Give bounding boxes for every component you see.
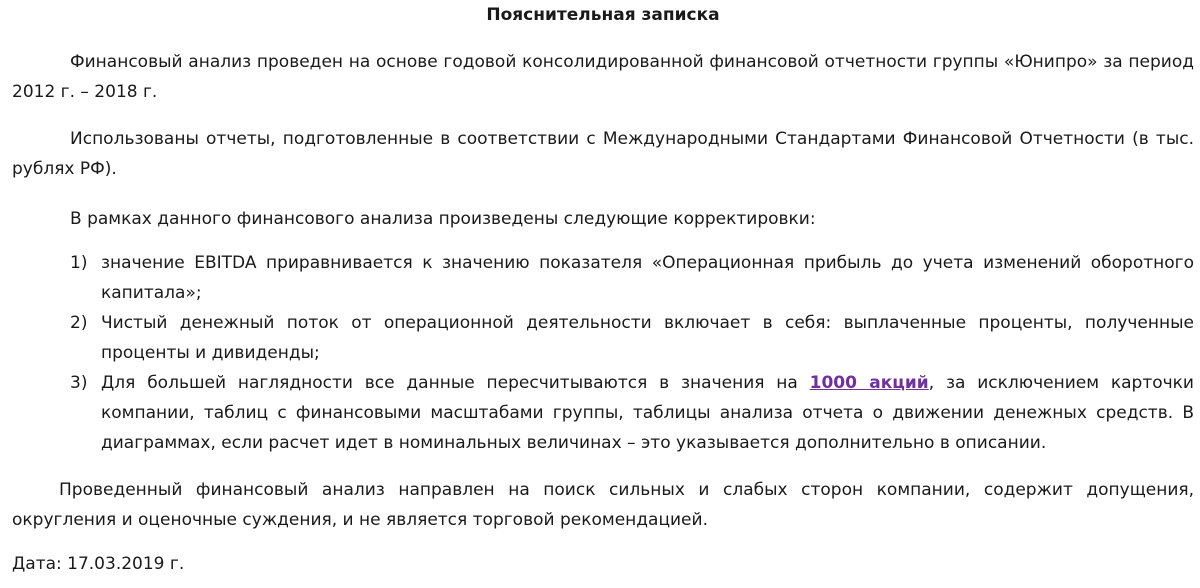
shares-link[interactable]: 1000 акций [809,373,929,393]
paragraph-basis: Финансовый анализ проведен на основе годовой консолидированной финансовой отчетности группы «Юнипро» за период 2012 г. – 2018 г. [12,52,1194,102]
list-item-text: Чистый денежный поток от операционной деятельности включает в себя: выплаченные проценты, полученные проценты и дивиденды; [101,313,1194,363]
paragraph-disclaimer: Проведенный финансовый анализ направлен на поиск сильных и слабых сторон компании, содержит допущения, округления и оценочные суждения, и не является торговой рекомендацией. [12,480,1194,530]
list-item [12,308,1194,368]
document-title: Пояснительная записка [486,5,720,25]
document-date: Дата: 17.03.2019 г. [12,554,185,574]
adjustments-list [12,248,1194,458]
list-item [12,368,1194,458]
document-page [12,0,1194,579]
list-marker: 3) [70,373,88,393]
list-item [12,248,1194,308]
paragraph-standards: Использованы отчеты, подготовленные в соответствии с Международными Стандартами Финансовой Отчетности (в тыс. рублях РФ). [12,129,1194,179]
paragraph-adjustments-intro: В рамках данного финансового анализа произведены следующие корректировки: [70,209,816,229]
list-marker: 2) [70,313,88,333]
list-marker: 1) [70,253,88,273]
list-item-text-after: , за исключением карточки компании, таблиц с финансовыми масштабами группы, таблицы анализа отчета о движении денежных средств. В диаграммах, если расчет идет в номинальных величинах – это указывается дополнительно в описании. [101,373,1194,453]
list-item-text: значение EBITDA приравнивается к значению показателя «Операционная прибыль до учета изменений оборотного капитала»; [101,253,1194,303]
list-item-text-before: Для большей наглядности все данные пересчитываются в значения на [101,373,810,393]
